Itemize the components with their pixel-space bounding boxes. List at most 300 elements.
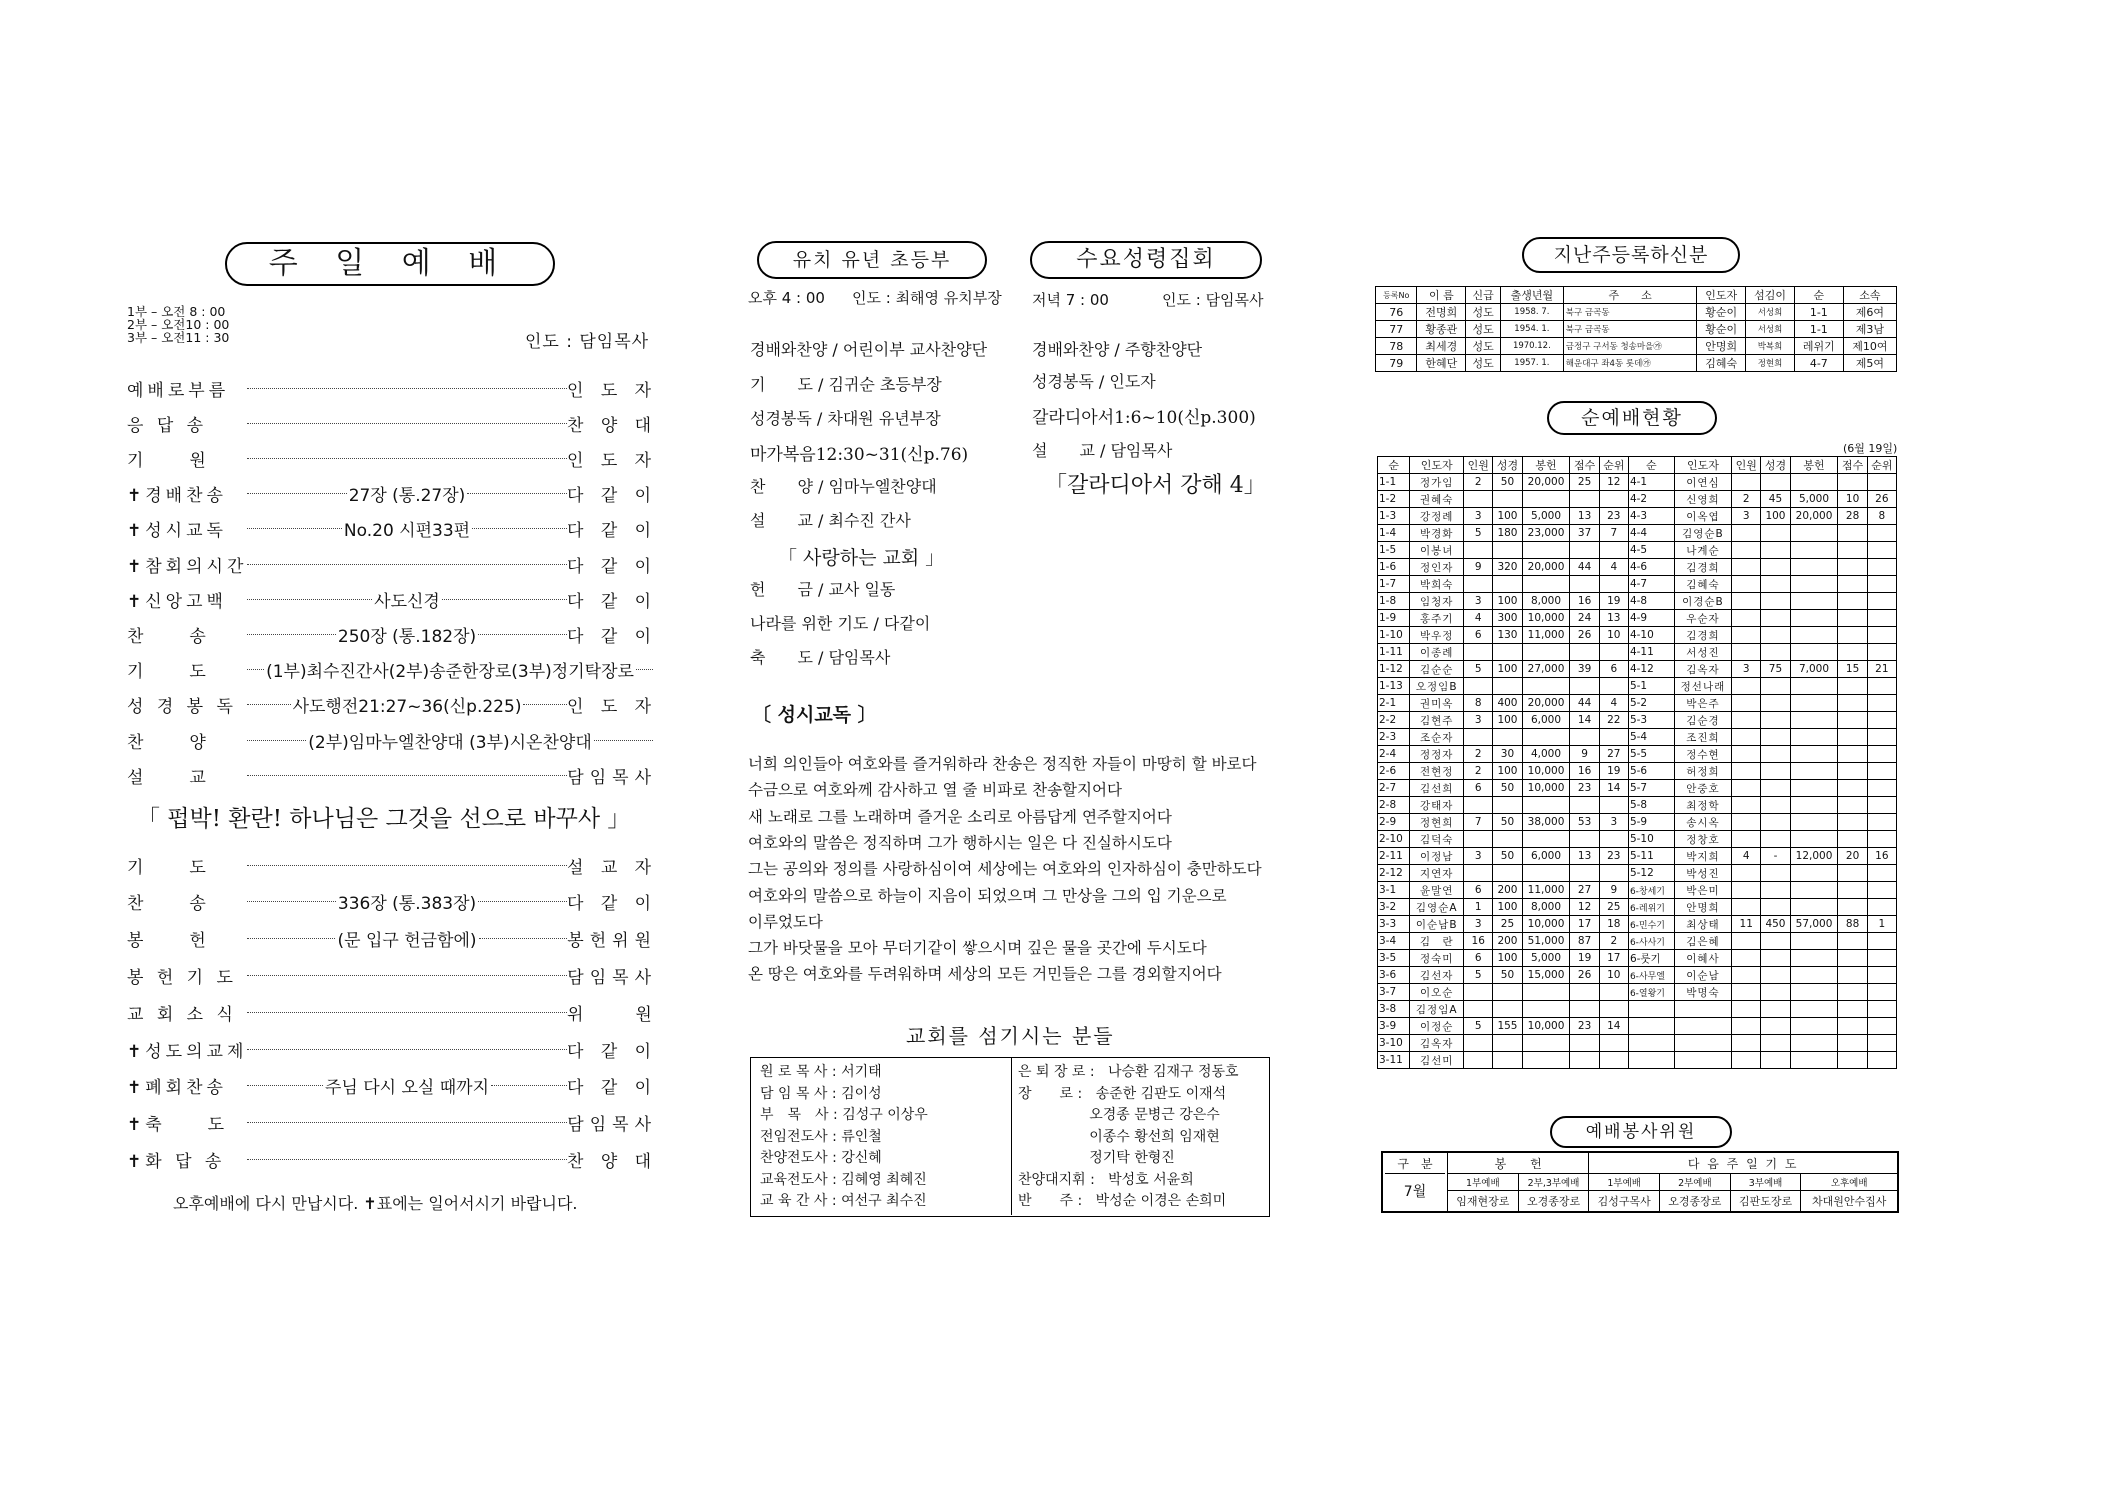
attendance-cell: 6 xyxy=(1464,780,1493,797)
news-cell: 해운대구 좌4동 롯데㉮ xyxy=(1563,355,1697,372)
attendance-cell xyxy=(1674,1035,1731,1052)
attendance-cell xyxy=(1790,644,1838,661)
attendance-cell xyxy=(1464,678,1493,695)
attendance-cell xyxy=(1493,542,1522,559)
attendance-cell: 130 xyxy=(1493,627,1522,644)
staff-left-line: 찬양전도사 : 강신혜 xyxy=(760,1150,882,1166)
attendance-cell: 4-3 xyxy=(1628,508,1674,525)
attendance-cell: 2-2 xyxy=(1378,712,1410,729)
attendance-cell xyxy=(1790,882,1838,899)
news-cell: 제5여 xyxy=(1843,355,1896,372)
service-item-name xyxy=(127,1037,247,1062)
attendance-cell: 4,000 xyxy=(1522,746,1570,763)
service-row xyxy=(127,924,657,954)
attendance-cell: 김은혜 xyxy=(1674,933,1731,950)
attendance-cell: 우순자 xyxy=(1674,610,1731,627)
attendance-cell: 4-10 xyxy=(1628,627,1674,644)
attendance-cell xyxy=(1732,797,1761,814)
attendance-cell xyxy=(1761,1001,1790,1018)
dotted-line xyxy=(247,1122,567,1123)
attendance-cell xyxy=(1464,1052,1493,1069)
news-cell: 한혜단 xyxy=(1417,355,1466,372)
attendance-cell xyxy=(1599,797,1628,814)
attendance-cell: 6,000 xyxy=(1522,848,1570,865)
attendance-cell: 37 xyxy=(1570,525,1599,542)
attendance-cell xyxy=(1732,593,1761,610)
duty-sub-header: 1부예배 xyxy=(1448,1174,1519,1191)
attendance-cell: 1-8 xyxy=(1378,593,1410,610)
attendance-cell: 김현주 xyxy=(1410,712,1464,729)
attendance-cell: 13 xyxy=(1570,848,1599,865)
attendance-cell xyxy=(1867,882,1896,899)
attendance-cell xyxy=(1761,1035,1790,1052)
attendance-cell xyxy=(1732,610,1761,627)
attendance-cell xyxy=(1761,950,1790,967)
youth-program-item: 「 사랑하는 교회 」 xyxy=(778,547,945,569)
attendance-cell: 6-창세기 xyxy=(1628,882,1674,899)
attendance-row xyxy=(1378,814,1897,831)
service-row xyxy=(127,584,657,614)
attendance-cell xyxy=(1790,729,1838,746)
attendance-cell: 100 xyxy=(1493,661,1522,678)
new-members-table xyxy=(1375,286,1897,372)
dotted-line xyxy=(472,528,567,529)
attendance-cell xyxy=(1867,814,1896,831)
reading-line: 온 땅은 여호와를 두려워하며 세상의 모든 거민들은 그를 경외할지어다 xyxy=(748,965,1222,984)
attendance-cell xyxy=(1732,474,1761,491)
staff-left-line: 교육전도사 : 김혜영 최혜진 xyxy=(760,1171,927,1188)
attendance-cell: 6-민수기 xyxy=(1628,916,1674,933)
attendance-cell xyxy=(1761,1052,1790,1069)
attendance-cell xyxy=(1464,1035,1493,1052)
attendance-cell xyxy=(1761,831,1790,848)
attendance-cell: 400 xyxy=(1493,695,1522,712)
attendance-cell xyxy=(1464,576,1493,593)
service-item-name xyxy=(127,657,247,682)
attendance-cell: 이혜사 xyxy=(1674,950,1731,967)
attendance-cell: 5,000 xyxy=(1522,950,1570,967)
dotted-line xyxy=(442,599,567,600)
attendance-cell: 6-사사기 xyxy=(1628,933,1674,950)
service-item-label: 응 답 송 xyxy=(127,415,208,436)
news-cell: 1958. 7. xyxy=(1500,304,1563,321)
service-item-label: 성 경 봉 독 xyxy=(127,697,237,718)
attendance-cell xyxy=(1732,576,1761,593)
attendance-cell xyxy=(1761,814,1790,831)
attendance-cell xyxy=(1761,729,1790,746)
new-members-title: 지난주등록하신분 xyxy=(1522,237,1740,273)
attendance-cell: 16 xyxy=(1867,848,1896,865)
reading-line: 새 노래로 그를 노래하며 즐거운 소리로 아름답게 연주할지어다 xyxy=(748,807,1172,826)
attendance-cell: 7 xyxy=(1464,814,1493,831)
news-cell: 최세경 xyxy=(1417,338,1466,355)
attendance-cell xyxy=(1790,797,1838,814)
attendance-cell: 2 xyxy=(1464,474,1493,491)
attendance-row xyxy=(1378,559,1897,576)
attendance-cell xyxy=(1464,831,1493,848)
attendance-cell xyxy=(1628,1035,1674,1052)
attendance-cell xyxy=(1867,627,1896,644)
attendance-cell xyxy=(1599,865,1628,882)
attendance-cell xyxy=(1867,695,1896,712)
attendance-cell: 6-레위기 xyxy=(1628,899,1674,916)
attendance-cell: 오정임B xyxy=(1410,678,1464,695)
attendance-cell: 6,000 xyxy=(1522,712,1570,729)
service-item-label: 봉 헌 기 도 xyxy=(127,967,237,988)
leader-dots xyxy=(247,850,567,880)
attendance-cell xyxy=(1838,780,1867,797)
attendance-cell xyxy=(1522,729,1570,746)
attendance-cell: 5-5 xyxy=(1628,746,1674,763)
service-item-detail: 336장 (통.383장) xyxy=(337,894,477,915)
news-cell: 북구 금곡동 xyxy=(1563,304,1697,321)
attendance-cell xyxy=(1522,576,1570,593)
attendance-cell xyxy=(1838,593,1867,610)
attendance-cell: 22 xyxy=(1599,712,1628,729)
attendance-cell: 4-7 xyxy=(1628,576,1674,593)
attendance-cell: 박성진 xyxy=(1674,865,1731,882)
news-cell: 전명희 xyxy=(1417,304,1466,321)
attendance-cell xyxy=(1761,678,1790,695)
service-item-leader: 다 같 이 xyxy=(567,626,658,647)
attendance-cell: 2-9 xyxy=(1378,814,1410,831)
youth-program-item: 기 도 / 김귀순 초등부장 xyxy=(750,375,942,394)
attendance-cell: 50 xyxy=(1493,967,1522,984)
news-header-cell: 신급 xyxy=(1466,287,1501,304)
attendance-cell xyxy=(1732,1035,1761,1052)
attendance-row xyxy=(1378,831,1897,848)
news-cell: 성도 xyxy=(1466,338,1501,355)
attendance-cell xyxy=(1790,1052,1838,1069)
attendance-cell: 정현희 xyxy=(1410,814,1464,831)
duty-sub-header: 1부예배 xyxy=(1589,1174,1660,1191)
service-row xyxy=(127,408,657,438)
attendance-cell xyxy=(1790,1001,1838,1018)
attendance-cell: 1-11 xyxy=(1378,644,1410,661)
attendance-cell: 27 xyxy=(1570,882,1599,899)
attendance-cell xyxy=(1761,695,1790,712)
attendance-cell: 2-8 xyxy=(1378,797,1410,814)
attendance-cell xyxy=(1761,763,1790,780)
duty-col-label: 구 분 xyxy=(1385,1155,1445,1174)
attendance-cell: 51,000 xyxy=(1522,933,1570,950)
news-cell: 정현희 xyxy=(1746,355,1795,372)
attendance-cell xyxy=(1761,933,1790,950)
attendance-cell xyxy=(1838,1018,1867,1035)
attendance-cell: 김 란 xyxy=(1410,933,1464,950)
cross-icon: ✝ xyxy=(127,1041,146,1062)
attendance-header-cell: 성경 xyxy=(1493,457,1522,474)
left-footer-note: 오후예배에 다시 만납시다. ✝표에는 일어서시기 바랍니다. xyxy=(173,1194,578,1213)
service-item-leader: 봉헌위원 xyxy=(567,931,657,952)
attendance-cell xyxy=(1790,1035,1838,1052)
attendance-cell xyxy=(1464,865,1493,882)
attendance-cell: 김옥자 xyxy=(1674,661,1731,678)
staff-divider xyxy=(1011,1058,1012,1215)
attendance-cell: 19 xyxy=(1599,593,1628,610)
attendance-row xyxy=(1378,508,1897,525)
service-item-leader: 인 도 자 xyxy=(567,380,658,401)
attendance-row xyxy=(1378,729,1897,746)
attendance-cell: 20,000 xyxy=(1790,508,1838,525)
duty-name: 임재현장로 xyxy=(1448,1191,1519,1213)
attendance-cell: 10 xyxy=(1599,627,1628,644)
attendance-cell xyxy=(1867,525,1896,542)
attendance-cell xyxy=(1838,831,1867,848)
news-cell: 북구 금곡동 xyxy=(1563,321,1697,338)
attendance-cell: 4 xyxy=(1464,610,1493,627)
attendance-cell xyxy=(1570,576,1599,593)
attendance-cell xyxy=(1599,1052,1628,1069)
attendance-cell: 50 xyxy=(1493,848,1522,865)
attendance-cell xyxy=(1838,1001,1867,1018)
attendance-cell xyxy=(1599,984,1628,1001)
attendance-cell xyxy=(1732,814,1761,831)
service-item-name xyxy=(127,411,247,436)
attendance-cell: 2-1 xyxy=(1378,695,1410,712)
attendance-cell: 2-11 xyxy=(1378,848,1410,865)
service-item-name xyxy=(127,1110,247,1135)
attendance-cell: 14 xyxy=(1599,780,1628,797)
service-item-label: 찬 송 xyxy=(127,894,210,915)
news-cell: 금정구 구서동 청송마을㉮ xyxy=(1563,338,1697,355)
staff-right-line: 반 주 : 박성순 이경은 손희미 xyxy=(1018,1193,1227,1209)
attendance-cell xyxy=(1570,729,1599,746)
duty-offering-header: 봉 헌 xyxy=(1448,1152,1589,1174)
attendance-cell: 200 xyxy=(1493,882,1522,899)
attendance-cell: 이순남 xyxy=(1674,967,1731,984)
attendance-cell xyxy=(1732,695,1761,712)
news-cell: 서성희 xyxy=(1746,321,1795,338)
attendance-cell: 2-12 xyxy=(1378,865,1410,882)
attendance-cell: 정창호 xyxy=(1674,831,1731,848)
service-item-name xyxy=(127,728,247,753)
attendance-cell: 10,000 xyxy=(1522,916,1570,933)
service-item-leader: 다 같 이 xyxy=(567,591,658,612)
attendance-cell xyxy=(1599,1001,1628,1018)
dotted-line xyxy=(478,634,567,635)
attendance-cell: 25 xyxy=(1493,916,1522,933)
attendance-cell: 4-5 xyxy=(1628,542,1674,559)
attendance-cell: 50 xyxy=(1493,780,1522,797)
attendance-cell xyxy=(1761,746,1790,763)
leader-dots xyxy=(247,1144,567,1174)
attendance-cell xyxy=(1732,1018,1761,1035)
news-header-cell: 인도자 xyxy=(1697,287,1746,304)
service-row xyxy=(127,725,657,755)
cross-icon: ✝ xyxy=(127,591,146,612)
service-item-leader: 찬 양 대 xyxy=(567,415,658,436)
dotted-line xyxy=(247,704,291,705)
attendance-cell: 정가임 xyxy=(1410,474,1464,491)
attendance-cell: 4-1 xyxy=(1628,474,1674,491)
attendance-cell: 4-8 xyxy=(1628,593,1674,610)
attendance-cell xyxy=(1599,678,1628,695)
attendance-cell: 박희숙 xyxy=(1410,576,1464,593)
news-cell: 78 xyxy=(1376,338,1417,355)
attendance-cell: 2 xyxy=(1732,491,1761,508)
attendance-cell: 강정례 xyxy=(1410,508,1464,525)
service-item-leader: 설 교 자 xyxy=(567,857,658,878)
attendance-cell xyxy=(1464,984,1493,1001)
attendance-cell: 3 xyxy=(1732,661,1761,678)
attendance-cell: 44 xyxy=(1570,695,1599,712)
attendance-cell: 11,000 xyxy=(1522,627,1570,644)
attendance-cell: 3 xyxy=(1464,508,1493,525)
attendance-cell: 박지희 xyxy=(1674,848,1731,865)
service-row xyxy=(127,373,657,403)
attendance-cell xyxy=(1867,950,1896,967)
wednesday-program-item: 경배와찬양 / 주향찬양단 xyxy=(1032,340,1203,359)
dotted-line xyxy=(247,634,336,635)
leader-dots xyxy=(247,1108,567,1138)
service-item-label: 찬 송 xyxy=(127,626,210,647)
attendance-row xyxy=(1378,950,1897,967)
attendance-cell xyxy=(1867,984,1896,1001)
dotted-line xyxy=(247,1012,567,1013)
news-cell: 제10여 xyxy=(1843,338,1896,355)
news-cell: 제6여 xyxy=(1843,304,1896,321)
news-cell: 박복희 xyxy=(1746,338,1795,355)
attendance-cell: 100 xyxy=(1761,508,1790,525)
duty-sub-header: 3부예배 xyxy=(1730,1174,1801,1191)
news-cell: 1970.12. xyxy=(1500,338,1563,355)
dotted-line xyxy=(478,901,567,902)
staff-right-line: 장 로 : 송준한 김판도 이재석 xyxy=(1018,1085,1227,1102)
attendance-cell xyxy=(1761,882,1790,899)
staff-right-line: 이종수 황선희 임재현 xyxy=(1018,1128,1220,1145)
attendance-cell: 4 xyxy=(1599,695,1628,712)
attendance-header-cell: 인도자 xyxy=(1674,457,1731,474)
attendance-cell: 2-6 xyxy=(1378,763,1410,780)
service-item-name xyxy=(127,1147,247,1172)
wednesday-program-item: 성경봉독 / 인도자 xyxy=(1032,372,1156,391)
attendance-cell: 5-12 xyxy=(1628,865,1674,882)
dotted-line xyxy=(247,975,567,976)
attendance-cell: 정인자 xyxy=(1410,559,1464,576)
attendance-cell: 16 xyxy=(1570,593,1599,610)
attendance-row xyxy=(1378,1035,1897,1052)
attendance-row xyxy=(1378,491,1897,508)
leader-dots xyxy=(247,760,567,790)
attendance-row xyxy=(1378,882,1897,899)
service-item-name xyxy=(127,376,247,401)
attendance-cell xyxy=(1790,593,1838,610)
staff-left-line: 전임전도사 : 류인철 xyxy=(760,1128,882,1145)
attendance-cell xyxy=(1790,610,1838,627)
service-item-name xyxy=(127,516,247,541)
attendance-row xyxy=(1378,967,1897,984)
attendance-cell: 5 xyxy=(1464,525,1493,542)
attendance-cell: 17 xyxy=(1599,950,1628,967)
attendance-cell: 12,000 xyxy=(1790,848,1838,865)
attendance-cell: 이연심 xyxy=(1674,474,1731,491)
attendance-cell: 13 xyxy=(1599,610,1628,627)
service-row xyxy=(127,760,657,790)
attendance-cell: 3 xyxy=(1464,916,1493,933)
attendance-cell xyxy=(1599,1035,1628,1052)
attendance-cell xyxy=(1493,797,1522,814)
attendance-cell xyxy=(1732,967,1761,984)
attendance-cell xyxy=(1761,780,1790,797)
attendance-cell xyxy=(1522,542,1570,559)
attendance-cell: 5 xyxy=(1464,1018,1493,1035)
attendance-cell: 2 xyxy=(1599,933,1628,950)
attendance-cell xyxy=(1732,933,1761,950)
news-cell: 성도 xyxy=(1466,355,1501,372)
attendance-cell xyxy=(1522,865,1570,882)
service-item-detail: 주님 다시 오실 때까지 xyxy=(325,1078,490,1099)
attendance-cell: 23 xyxy=(1599,848,1628,865)
attendance-cell xyxy=(1732,644,1761,661)
attendance-cell xyxy=(1790,474,1838,491)
attendance-cell xyxy=(1761,525,1790,542)
attendance-cell: 4-6 xyxy=(1628,559,1674,576)
attendance-cell: 1-12 xyxy=(1378,661,1410,678)
attendance-cell: 1-5 xyxy=(1378,542,1410,559)
attendance-cell xyxy=(1570,678,1599,695)
attendance-cell xyxy=(1790,695,1838,712)
attendance-cell: 김경희 xyxy=(1674,559,1731,576)
service-item-name xyxy=(127,963,247,988)
attendance-cell xyxy=(1570,1052,1599,1069)
attendance-cell xyxy=(1838,1035,1867,1052)
attendance-cell: 3-10 xyxy=(1378,1035,1410,1052)
leader-dots xyxy=(247,373,567,403)
dotted-line xyxy=(467,493,567,494)
attendance-cell: 23 xyxy=(1570,780,1599,797)
attendance-cell xyxy=(1838,933,1867,950)
attendance-cell xyxy=(1790,950,1838,967)
attendance-cell: 3-1 xyxy=(1378,882,1410,899)
attendance-cell xyxy=(1838,967,1867,984)
service-item-leader: 찬 양 대 xyxy=(567,1151,658,1172)
attendance-cell xyxy=(1867,763,1896,780)
duty-name: 김판도장로 xyxy=(1730,1191,1801,1213)
attendance-cell: 9 xyxy=(1599,882,1628,899)
service-row xyxy=(127,850,657,880)
service-row xyxy=(127,960,657,990)
attendance-cell: 4-4 xyxy=(1628,525,1674,542)
attendance-row xyxy=(1378,661,1897,678)
news-cell: 4-7 xyxy=(1794,355,1843,372)
dotted-line xyxy=(247,493,347,494)
attendance-cell: 10,000 xyxy=(1522,763,1570,780)
service-time-1: 1부 – 오전 8 : 00 xyxy=(127,304,226,319)
attendance-cell xyxy=(1522,1052,1570,1069)
attendance-cell: 1 xyxy=(1867,916,1896,933)
news-cell: 황종관 xyxy=(1417,321,1466,338)
service-item-name xyxy=(127,763,247,788)
service-times xyxy=(127,305,229,344)
attendance-cell: 10 xyxy=(1599,967,1628,984)
attendance-cell: 5-6 xyxy=(1628,763,1674,780)
attendance-cell: 100 xyxy=(1493,899,1522,916)
sunday-leader: 인도 : 담임목사 xyxy=(525,332,650,352)
attendance-cell: 26 xyxy=(1570,627,1599,644)
attendance-cell xyxy=(1570,831,1599,848)
attendance-cell: 4-11 xyxy=(1628,644,1674,661)
leader-dots xyxy=(247,725,653,755)
attendance-cell: 14 xyxy=(1599,1018,1628,1035)
attendance-cell: 5-8 xyxy=(1628,797,1674,814)
attendance-cell: 2-3 xyxy=(1378,729,1410,746)
attendance-cell: 5-11 xyxy=(1628,848,1674,865)
service-item-label: 신앙고백 xyxy=(145,591,227,612)
attendance-cell: 45 xyxy=(1761,491,1790,508)
attendance-cell: 김순순 xyxy=(1410,661,1464,678)
attendance-cell: 5-9 xyxy=(1628,814,1674,831)
